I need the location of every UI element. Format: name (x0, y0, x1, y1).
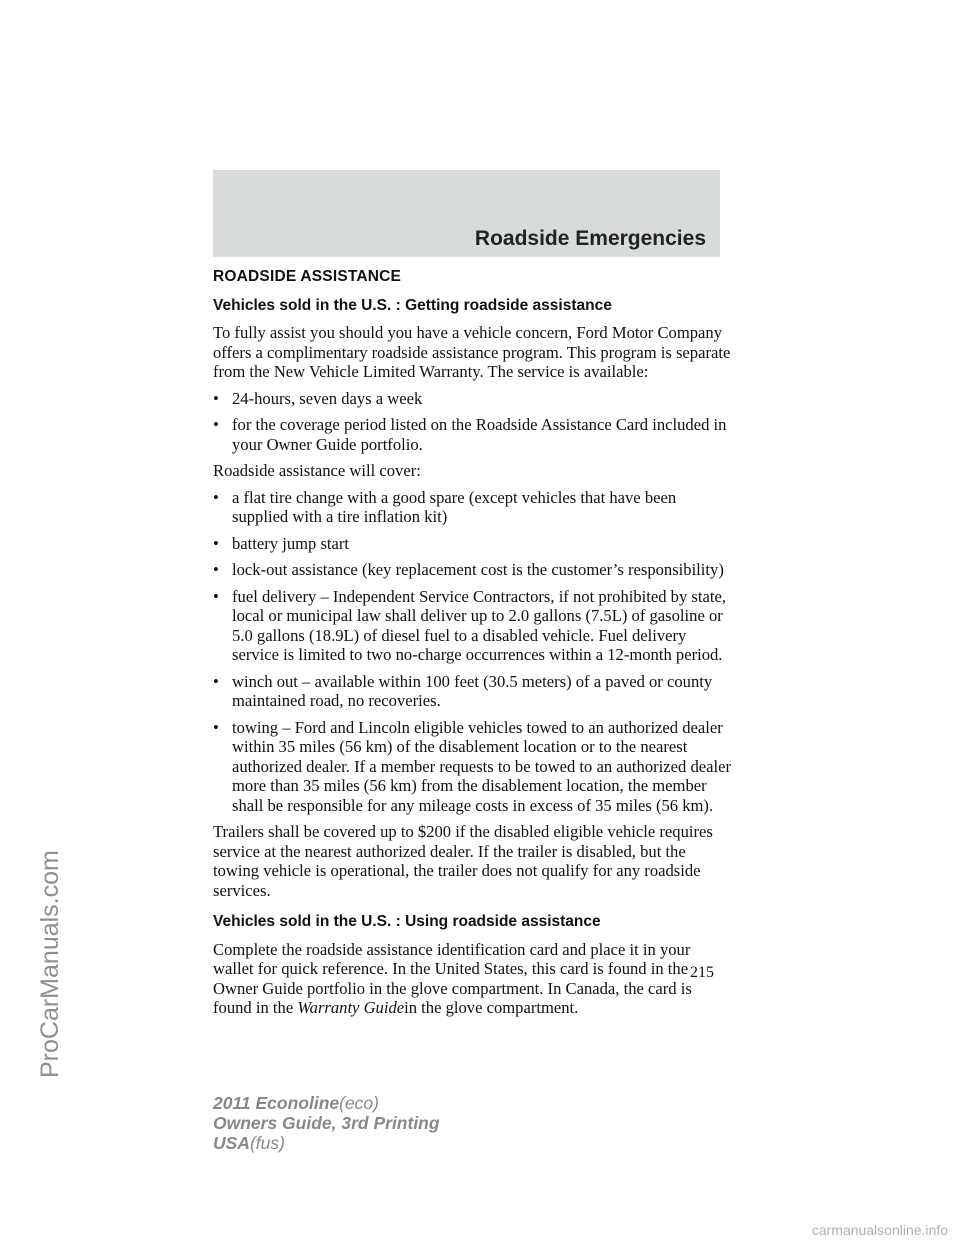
bottom-watermark: carmanualsonline.info (811, 1222, 948, 1238)
footer-printing: Owners Guide, 3rd Printing (213, 1113, 440, 1133)
list-item: • for the coverage period listed on the Roadside Assistance Card included in your Owner Guide portfolio. (213, 415, 727, 454)
heading-roadside-assistance: ROADSIDE ASSISTANCE (213, 268, 402, 285)
bullet-icon: • (213, 533, 219, 553)
footer-print-info (213, 1093, 440, 1153)
footer-market-code: (fus) (249, 1133, 285, 1153)
list-item: • winch out – available within 100 feet (30.5 meters) of a paved or county maintained road, no recoveries. (213, 671, 713, 710)
trailers-paragraph: Trailers shall be covered up to $200 if the disabled eligible vehicle requires service at the nearest authorized dealer. If the trailer is disabled, but the towing vehicle is operational, the trailer does not qualify for any roadside services. (213, 822, 713, 900)
footer-market: USA (213, 1133, 250, 1153)
bullet-icon: • (213, 487, 219, 507)
using-paragraph: Complete the roadside assistance identification card and place it in your wallet for quick reference. In the United States, this card is found in the Owner Guide portfolio in the glove compartment. In Canada, the card is found in the Warranty Guidein the glove compartment. (213, 939, 692, 1017)
list-item: • towing – Ford and Lincoln eligible vehicles towed to an authorized dealer within 35 miles (56 km) of the disablement location or to the nearest authorized dealer. If a member requests to be towed to an authorized dealer more than 35 miles (56 km) from the disablement location, the member shall be responsible for any mileage costs in excess of 35 miles (56 km). (213, 717, 731, 815)
page-number: 215 (690, 964, 714, 981)
page-content (213, 267, 733, 1025)
bullet-icon: • (213, 388, 219, 408)
subheading-using-assistance: Vehicles sold in the U.S. : Using roadside assistance (213, 913, 601, 930)
bullet-icon: • (213, 415, 219, 434)
intro-paragraph: To fully assist you should you have a vehicle concern, Ford Motor Company offers a complimentary roadside assistance program. This program is separate from the New Vehicle Limited Warranty. The service is available: (213, 323, 731, 381)
footer-model: 2011 Econoline (213, 1093, 340, 1113)
bullet-icon: • (213, 717, 219, 737)
list-item: • fuel delivery – Independent Service Contractors, if not prohibited by state, local or municipal law shall deliver up to 2.0 gallons (7.5L) of gasoline or 5.0 gallons (18.9L) of diesel fuel to a disabled vehicle. Fuel delivery service is limited to two no-charge occurrences within a 12-month period. (213, 586, 726, 664)
section-title: Roadside Emergencies (474, 227, 706, 250)
bullet-icon: • (213, 560, 219, 579)
coverage-list (213, 488, 733, 816)
warranty-guide-title: Warranty Guide (297, 998, 405, 1017)
list-item: • a flat tire change with a good spare (except vehicles that have been supplied with a tire inflation kit) (213, 487, 677, 526)
bullet-icon: • (213, 586, 219, 606)
subheading-getting-assistance: Vehicles sold in the U.S. : Getting roadside assistance (213, 296, 612, 314)
list-item: • 24-hours, seven days a week (213, 388, 423, 408)
availability-list (213, 389, 733, 455)
side-watermark: ProCarManuals.com (36, 850, 64, 1078)
list-item: • battery jump start (213, 533, 350, 553)
footer-model-code: (eco) (339, 1093, 379, 1113)
bullet-icon: • (213, 671, 219, 691)
list-item: • lock-out assistance (key replacement cost is the customer’s responsibility) (213, 560, 724, 579)
section-header-band (213, 170, 720, 257)
coverage-intro: Roadside assistance will cover: (213, 461, 421, 480)
